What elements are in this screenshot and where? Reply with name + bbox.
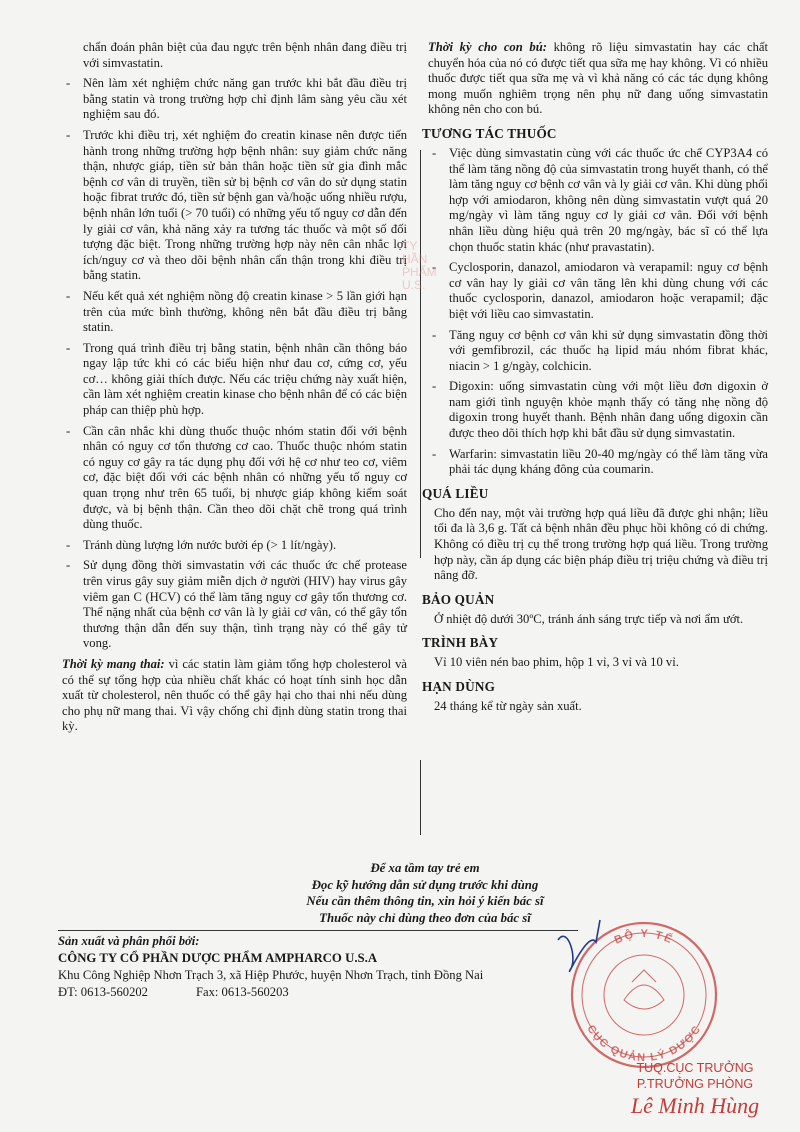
warning-line: Nếu cần thêm thông tin, xin hỏi ý kiến bác sĩ bbox=[306, 894, 544, 908]
signature-name: Lê Minh Hùng bbox=[630, 1093, 760, 1118]
storage-text: Ở nhiệt độ dưới 30ºC, tránh ánh sáng trực tiếp và nơi ẩm ướt. bbox=[434, 611, 744, 626]
section-rule bbox=[420, 150, 421, 558]
interaction-item: - Warfarin: simvastatin liều 20-40 mg/ngày có thể làm tăng vừa phải tác dụng kháng đông của coumarin. bbox=[428, 447, 768, 478]
interactions-heading: TƯƠNG TÁC THUỐC bbox=[422, 125, 557, 141]
svg-text:CỤC QUẢN LÝ DƯỢC bbox=[584, 1023, 704, 1064]
packaging-heading: TRÌNH BÀY bbox=[422, 635, 499, 651]
warning-line: Đọc kỹ hướng dẫn sử dụng trước khi dùng bbox=[311, 877, 539, 892]
signature-title-line: TUQ.CỤC TRƯỞNG bbox=[636, 1061, 754, 1075]
manufacturer-contacts bbox=[58, 984, 578, 1001]
manufacturer-block bbox=[58, 930, 578, 1001]
overdose-heading: QUÁ LIỀU bbox=[422, 485, 489, 501]
precaution-item: - Trong quá trình điều trị bằng statin, bệnh nhân cần thông báo ngay lập tức khi có các biểu hiện như đau cơ, cứng cơ, yếu cơ… không giải thích được. Nếu các triệu chứng này xuất hiện, cần làm xét nghiệm creatin kinase cho bệnh nhân để có các biện pháp can thiệp phù hợp. bbox=[62, 341, 407, 419]
precaution-item: - Cần cân nhắc khi dùng thuốc thuộc nhóm statin đối với bệnh nhân có nguy cơ tổn thương cơ cao. Thuốc thuộc nhóm statin có nguy cơ gây ra tác dụng phụ đối với hệ cơ như teo cơ, viêm cơ, đặc biệt đối với các bệnh nhân có những yếu tố nguy cơ quan trọng như trên 65 tuổi, bị nhược giáp không kiểm soát được, và bị bệnh thận. Cần theo dõi chặt chẽ trong quá trình dùng thuốc. bbox=[62, 424, 407, 533]
pregnancy-text: vì các statin làm giảm tổng hợp cholesterol và có thể sự tổng hợp của nhiều chất khác có hoạt tính sinh học dẫn xuất từ cholesterol, nên thuốc có thể gây hại cho thai nhi nếu dùng cho phụ nữ mang thai. Vì vậy chống chỉ định dùng statin trong thai kỳ. bbox=[62, 656, 407, 734]
lactation-text: không rõ liệu simvastatin hay các chất chuyển hóa của nó có được tiết qua sữa mẹ hay không. Vì có nhiều thuốc được tiết qua sữa mẹ và vì khả năng có các tác dụng không mong muốn nghiêm trọng nên phụ nữ đang uống simvastatin không nên cho con bú. bbox=[428, 40, 768, 117]
signature-title-line: P.TRƯỞNG PHÒNG bbox=[636, 1077, 754, 1091]
precaution-item: - Nên làm xét nghiệm chức năng gan trước khi bắt đầu điều trị bằng statin và trong trường hợp chỉ định lâm sàng yêu cầu xét nghiệm sau đó. bbox=[62, 76, 407, 123]
warning-line: Để xa tầm tay trẻ em bbox=[370, 861, 480, 875]
interactions-list bbox=[428, 146, 768, 478]
warning-line: Thuốc này chỉ dùng theo đơn của bác sĩ bbox=[319, 910, 531, 925]
interaction-item: - Cyclosporin, danazol, amiodaron và verapamil: nguy cơ bệnh cơ vân hay ly giải cơ vân tăng lên khi dùng chung với các thuốc cyclosporin, danazol, amiodaron hoặc verapamil; đặc biệt với liều cao simvastatin. bbox=[428, 260, 768, 322]
stamp-seal-icon bbox=[548, 900, 738, 1070]
interaction-item: - Việc dùng simvastatin cùng với các thuốc ức chế CYP3A4 có thể làm tăng nồng độ của simvastatin trong huyết thanh, có thể làm tăng nguy cơ bệnh cơ vân và ly giải cơ vân. Khi dùng phối hợp với amiodaron, không nên dùng simvastatin vượt quá 20 mg/ngày vì làm tăng nguy cơ ly giải cơ vân. Đối với bệnh nhân liều dùng hiệu quả trên 20 mg/ngày, bác sĩ có thể lựa chọn thuốc statin khác (như pravastatin). bbox=[428, 146, 768, 255]
precaution-item: - Trước khi điều trị, xét nghiệm đo creatin kinase nên được tiến hành trong những trường hợp bệnh nhân: suy giảm chức năng thận, nhược giáp, tiền sử bản thân hoặc tiền sử gia đình mắc bệnh cơ vân di truyền, tiền sử bị bệnh cơ vân do sử dụng statin hoặc fibrat trước đó, tiền sử bệnh gan và/hoặc uống nhiều rượu, bệnh nhân lớn tuổi (> 70 tuổi) có những yếu tố nguy cơ dẫn đến ly giải cơ vân, khả năng xảy ra tương tác thuốc và một số đối tượng đặc biệt. Trong những trường hợp này nên cân nhắc lợi ích/nguy cơ và theo dõi bệnh nhân cẩn thận trong khi điều trị bằng statin. bbox=[62, 128, 407, 284]
lactation-paragraph bbox=[428, 40, 768, 118]
shelf-life-text: 24 tháng kể từ ngày sản xuất. bbox=[434, 699, 582, 713]
precautions-list bbox=[62, 76, 407, 652]
stamp-ghost: TY HẦN PHẨM U.S. bbox=[402, 239, 437, 292]
manufacturer-fax: Fax: 0613-560203 bbox=[195, 985, 289, 999]
stamp-top-text: BỘ Y TẾ bbox=[612, 927, 676, 947]
stamp-bottom-text: CỤC QUẢN LÝ DƯỢC bbox=[584, 1023, 704, 1065]
manufacturer-label: Sản xuất và phân phối bởi: bbox=[58, 934, 200, 948]
pregnancy-paragraph bbox=[62, 657, 407, 735]
pregnancy-label: Thời kỳ mang thai: bbox=[62, 656, 165, 671]
svg-text:BỘ Y TẾ bbox=[613, 928, 676, 947]
packaging-text: Vỉ 10 viên nén bao phim, hộp 1 vỉ, 3 vỉ và 10 vỉ. bbox=[434, 655, 679, 670]
precaution-item: - Nếu kết quả xét nghiệm nồng độ creatin kinase > 5 lần giới hạn trên của mức bình thường, không nên bắt đầu điều trị bằng statin. bbox=[62, 289, 407, 336]
precaution-lead: chẩn đoán phân biệt của đau ngực trên bệnh nhân đang điều trị với simvastatin. bbox=[83, 40, 407, 70]
shelf-life-heading: HẠN DÙNG bbox=[422, 679, 496, 694]
precaution-item: - Tránh dùng lượng lớn nước bưởi ép (> 1 lít/ngày). bbox=[62, 538, 407, 554]
manufacturer-phone: ĐT: 0613-560202 bbox=[58, 985, 148, 999]
left-column bbox=[62, 40, 407, 740]
precaution-item: - Sử dụng đồng thời simvastatin với các thuốc ức chế protease trên virus gây suy giảm miễn dịch ở người (HIV) hay virus gây viêm gan C (HCV) có thể làm tăng nguy cơ gây tổn thương cơ. Thể nặng nhất của bệnh cơ vân là ly giải cơ vân, có thể gây tổn thương thận dẫn đến suy thận, tình trạng này có thể gây tử vong. bbox=[62, 558, 407, 652]
overdose-text: Cho đến nay, một vài trường hợp quá liều đã được ghi nhận; liều tối đa là 3,6 g. Tất cả bệnh nhân đều phục hồi không có di chứng. Không có điều trị cụ thể trong trường hợp quá liều. Trong trường hợp này, cần áp dụng các biện pháp điều trị triệu chứng và điều trị nâng đỡ. bbox=[434, 505, 768, 583]
interaction-item: - Tăng nguy cơ bệnh cơ vân khi sử dụng simvastatin đồng thời với gemfibrozil, các thuốc hạ lipid máu nhóm fibrat khác, niacin > 1 g/ngày, colchicin. bbox=[428, 328, 768, 375]
manufacturer-company: CÔNG TY CỔ PHẦN DƯỢC PHẨM AMPHARCO U.S.A bbox=[58, 951, 378, 965]
signature-title bbox=[600, 1060, 790, 1092]
section-rule bbox=[420, 760, 421, 835]
official-stamp bbox=[548, 900, 738, 1070]
manufacturer-address: Khu Công Nghiệp Nhơn Trạch 3, xã Hiệp Phước, huyện Nhơn Trạch, tỉnh Đồng Nai bbox=[58, 968, 484, 982]
right-column bbox=[422, 40, 768, 717]
interaction-item: - Digoxin: uống simvastatin cùng với một liều đơn digoxin ở nam giới tình nguyện khỏe mạnh thấy có tăng nhẹ nồng độ digoxin trong huyết thanh. Bệnh nhân đang uống digoxin cần được theo dõi thích hợp khi bắt đầu sử dụng simvastatin. bbox=[428, 379, 768, 441]
lactation-label: Thời kỳ cho con bú: bbox=[428, 40, 547, 54]
storage-heading: BẢO QUẢN bbox=[422, 591, 495, 607]
